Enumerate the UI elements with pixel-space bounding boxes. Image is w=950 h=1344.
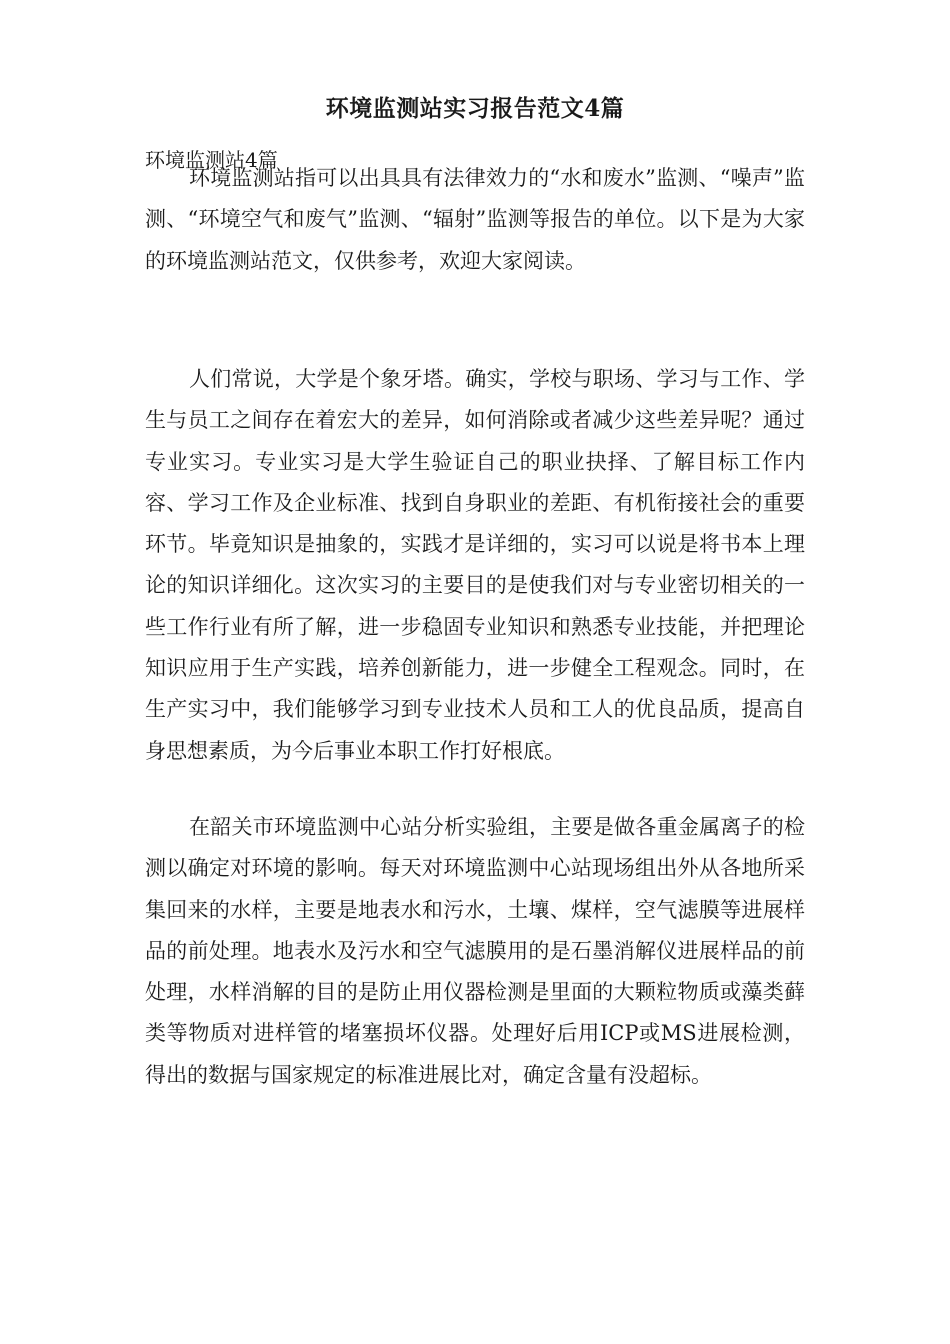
paragraph-lab-work: 在韶关市环境监测中心站分析实验组，主要是做各重金属离子的检测以确定对环境的影响。每天对环境监测中心站现场组出外从各地所采集回来的水样，主要是地表水和污水，土壤、煤样，空气滤膜等进展样品的前处理。地表水及污水和空气滤膜用的是石墨消解仪进展样品的前处理，水样消解的目的是防止用仪器检测是里面的大颗粒物质或藻类藓类等物质对进样管的堵塞损坏仪器。处理好后用ICP或MS进展检测，得出的数据与国家规定的标准进展比对，确定含量有没超标。 [145, 815, 805, 1087]
paragraph-intro: 环境监测站指可以出具具有法律效力的“水和废水”监测、“噪声”监测、“环境空气和废气”监测、“辐射”监测等报告的单位。以下是为大家的环境监测站范文，仅供参考，欢迎大家阅读。 [145, 166, 805, 273]
document-title: 环境监测站实习报告范文4篇 [325, 95, 625, 122]
paragraph-internship-purpose: 人们常说，大学是个象牙塔。确实，学校与职场、学习与工作、学生与员工之间存在着宏大的差异，如何消除或者减少这些差异呢？通过专业实习。专业实习是大学生验证自己的职业抉择、了解目标工作内容、学习工作及企业标准、找到自身职业的差距、有机衔接社会的重要环节。毕竟知识是抽象的，实践才是详细的，实习可以说是将书本上理论的知识详细化。这次实习的主要目的是使我们对与专业密切相关的一些工作行业有所了解，进一步稳固专业知识和熟悉专业技能，并把理论知识应用于生产实践，培养创新能力，进一步健全工程观念。同时，在生产实习中，我们能够学习到专业技术人员和工人的优良品质，提高自身思想素质，为今后事业本职工作打好根底。 [145, 367, 805, 763]
document-subtitle: 环境监测站4篇 [145, 148, 278, 172]
